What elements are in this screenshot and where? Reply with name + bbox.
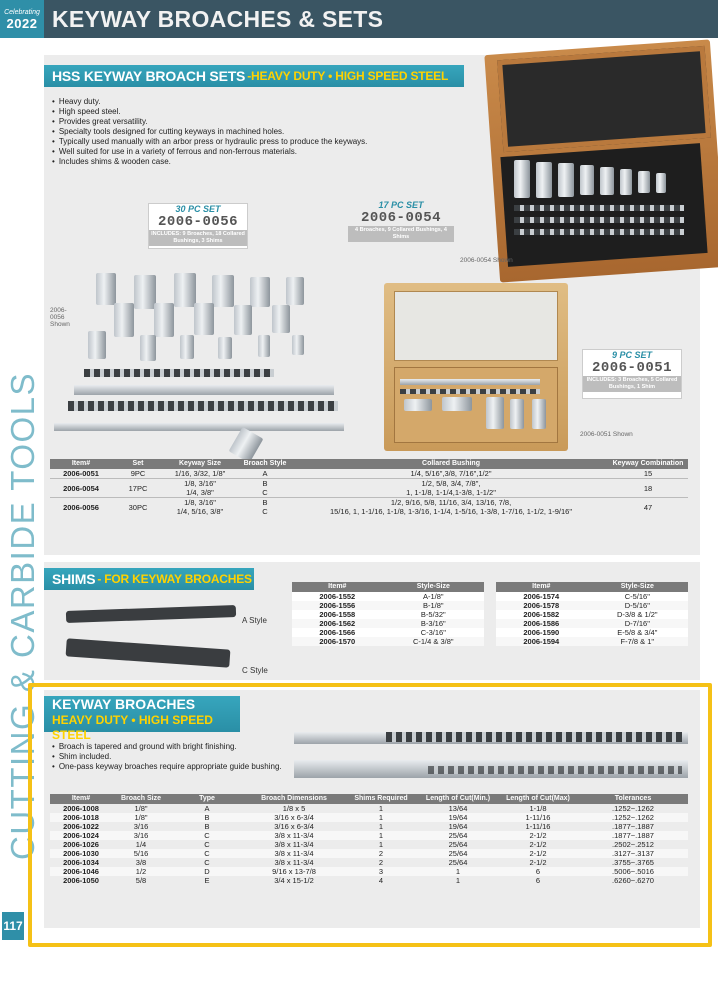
table-row bbox=[496, 601, 688, 610]
cell-style-size: B-3/16" bbox=[383, 619, 484, 628]
bullet: • Provides great versatility. bbox=[52, 117, 452, 127]
col-item: Item# bbox=[50, 794, 112, 804]
highlight-box bbox=[28, 683, 712, 947]
bullet: • Includes shims & wooden case. bbox=[52, 157, 452, 167]
hss-sets-title bbox=[44, 65, 464, 87]
cell-style-size: D-5/16" bbox=[587, 601, 688, 610]
cell-keyway-size: 1/8, 3/16" bbox=[164, 479, 236, 489]
set-card-pc: 30 PC SET bbox=[175, 204, 221, 214]
hss-sets-title-text: HSS KEYWAY BROACH SETS bbox=[52, 68, 246, 84]
cell-size: 5/16 bbox=[112, 849, 170, 858]
table-row bbox=[496, 610, 688, 619]
badge-line1: Celebrating bbox=[4, 8, 40, 16]
cell-collared-bushing: 1, 1-1/8, 1-1/4,1-3/8, 1-1/2" bbox=[406, 488, 496, 497]
cell-dimensions: 3/8 x 11-3/4 bbox=[274, 840, 314, 849]
caption-0051: 2006-0051 Shown bbox=[580, 431, 633, 438]
cell-max: 6 bbox=[535, 876, 541, 885]
set-card-number: 2006-0054 bbox=[360, 210, 442, 226]
cell-min: 25/64 bbox=[418, 849, 498, 858]
cell-max: 1-11/16 bbox=[525, 822, 551, 831]
vertical-category-text: CUTTING & CARBIDE TOOLS bbox=[4, 371, 41, 860]
col-item: Item# bbox=[50, 459, 112, 469]
col-keyway-combination: Keyway Combination bbox=[608, 459, 688, 469]
shims-table-right bbox=[496, 582, 688, 646]
cell-dimensions: 3/16 x 6-3/4 bbox=[244, 813, 344, 822]
celebrating-badge bbox=[0, 0, 44, 38]
hss-sets-subtitle: -HEAVY DUTY • HIGH SPEED STEEL bbox=[247, 69, 449, 83]
col-set: Set bbox=[112, 459, 164, 469]
cell-min: 25/64 bbox=[448, 858, 468, 867]
cell-dimensions: 3/16 x 6-3/4 bbox=[274, 822, 314, 831]
table-row bbox=[292, 637, 484, 646]
cell-size: 3/16 bbox=[133, 822, 149, 831]
set-card-pc: 17 PC SET bbox=[378, 200, 424, 210]
cell-type: A bbox=[204, 804, 210, 813]
col-tolerances: Tolerances bbox=[578, 794, 688, 804]
cell-dimensions: 3/8 x 11-3/4 bbox=[274, 858, 314, 867]
cell-keyway-size: 1/8, 3/16" bbox=[164, 498, 236, 508]
shim-a-image bbox=[66, 605, 236, 623]
cell-keyway-size: 1/4, 5/16, 3/8" bbox=[176, 507, 224, 516]
cell-min: 25/64 bbox=[448, 840, 468, 849]
set-card-number: 2006-0056 bbox=[157, 214, 239, 230]
page-number: 117 bbox=[2, 912, 24, 940]
cell-shims: 1 bbox=[344, 831, 418, 840]
cell-min: 19/64 bbox=[448, 822, 468, 831]
hss-sets-bullets bbox=[52, 97, 452, 167]
table-row bbox=[292, 628, 484, 637]
cell-combination: 47 bbox=[608, 498, 688, 517]
cell-item: 2006-1582 bbox=[523, 610, 560, 619]
cell-max: 2-1/2 bbox=[498, 849, 578, 858]
cell-item: 2006-1570 bbox=[292, 637, 383, 646]
cell-type: C bbox=[204, 858, 210, 867]
cell-item: 2006-0056 bbox=[50, 498, 112, 517]
hss-sets-panel bbox=[44, 55, 700, 555]
bullet: • Broach is tapered and ground with bright finishing. bbox=[52, 742, 284, 752]
cell-item: 2006-1008 bbox=[63, 804, 99, 813]
cell-item: 2006-1594 bbox=[496, 637, 587, 646]
cell-size: 1/2 bbox=[112, 867, 170, 876]
cell-min: 25/64 bbox=[418, 831, 498, 840]
shim-c-label: C Style bbox=[242, 666, 268, 675]
shims-subtitle: - FOR KEYWAY BROACHES bbox=[97, 572, 252, 586]
broach-sets-table bbox=[50, 459, 688, 516]
cell-keyway-size: 1/4, 3/8" bbox=[186, 488, 214, 497]
badge-year: 2022 bbox=[6, 15, 38, 31]
cell-item: 2006-1030 bbox=[50, 849, 112, 858]
cell-collared-bushing: 1/2, 9/16, 5/8, 11/16, 3/4, 13/16, 7/8, bbox=[294, 498, 608, 508]
cell-size: 1/8" bbox=[134, 804, 148, 813]
col-length-max: Length of Cut(Max) bbox=[498, 794, 578, 804]
cell-shims: 2 bbox=[344, 849, 418, 858]
cell-collared-bushing: 15/16, 1, 1-1/16, 1-1/8, 1-3/16, 1-1/4, 1-5/16, 1-3/8, 1-7/16, 1-1/2, 1-9/16" bbox=[330, 507, 572, 516]
cell-dimensions: 9/16 x 13-7/8 bbox=[244, 867, 344, 876]
cell-set: 9PC bbox=[130, 469, 146, 478]
set-card-9pc bbox=[582, 349, 682, 399]
cell-item: 2006-1552 bbox=[319, 592, 356, 601]
cell-tolerance: .1252~.1262 bbox=[612, 804, 654, 813]
cell-broach-style: B bbox=[236, 479, 294, 489]
broaches-title: KEYWAY BROACHES bbox=[52, 696, 196, 712]
col-length-min: Length of Cut(Min.) bbox=[418, 794, 498, 804]
col-type: Type bbox=[170, 794, 244, 804]
cell-set: 30PC bbox=[112, 498, 164, 517]
set-card-includes: INCLUDES: 9 Broaches, 18 Collared Bushings, 3 Shims bbox=[149, 230, 247, 246]
bullet: • High speed steel. bbox=[52, 107, 452, 117]
bullet: • Well suited for use in a variety of ferrous and non-ferrous materials. bbox=[52, 147, 452, 157]
cell-size: 5/8 bbox=[135, 876, 147, 885]
cell-broach-style: C bbox=[262, 488, 268, 497]
cell-item: 2006-0051 bbox=[63, 469, 99, 478]
cell-size: 3/8 bbox=[135, 858, 147, 867]
table-row bbox=[496, 592, 688, 601]
cell-dimensions: 3/8 x 11-3/4 bbox=[244, 849, 344, 858]
table-row bbox=[50, 498, 688, 508]
cell-tolerance: .3755~.3765 bbox=[612, 858, 654, 867]
cell-item: 2006-1018 bbox=[50, 813, 112, 822]
cell-max: 2-1/2 bbox=[498, 831, 578, 840]
cell-type: E bbox=[204, 876, 210, 885]
cell-keyway-size: 1/16, 3/32, 1/8" bbox=[174, 469, 226, 478]
cell-item: 2006-1566 bbox=[319, 628, 356, 637]
cell-item: 2006-1562 bbox=[292, 619, 383, 628]
cell-style-size: C-5/16" bbox=[624, 592, 650, 601]
cell-style-size: D-3/8 & 1/2" bbox=[617, 610, 658, 619]
cell-collared-bushing: 1/4, 5/16",3/8, 7/16",1/2" bbox=[410, 469, 492, 478]
cell-type: B bbox=[170, 813, 244, 822]
bullet: • One-pass keyway broaches require appropriate guide bushing. bbox=[52, 762, 284, 772]
cell-collared-bushing: 1/2, 5/8, 3/4, 7/8", bbox=[294, 479, 608, 489]
set-card-30pc bbox=[148, 203, 248, 249]
cell-broach-style: C bbox=[262, 507, 268, 516]
col-broach-size: Broach Size bbox=[112, 794, 170, 804]
col-item: Item# bbox=[292, 582, 383, 592]
shims-title-text: SHIMS bbox=[52, 571, 96, 587]
cell-min: 13/64 bbox=[448, 804, 468, 813]
cell-combination: 18 bbox=[608, 479, 688, 498]
cell-item: 2006-1026 bbox=[63, 840, 99, 849]
table-row bbox=[292, 601, 484, 610]
cell-min: 1 bbox=[455, 876, 461, 885]
col-collared-bushing: Collared Bushing bbox=[294, 459, 608, 469]
table-row bbox=[292, 619, 484, 628]
cell-shims: 1 bbox=[378, 804, 384, 813]
cell-style-size: F-7/8 & 1" bbox=[587, 637, 688, 646]
caption-0054: 2006-0054 Shown bbox=[460, 257, 513, 264]
cell-item: 2006-1578 bbox=[496, 601, 587, 610]
set-card-pc: 9 PC SET bbox=[611, 350, 652, 360]
cell-tolerance: .6260~.6270 bbox=[612, 876, 654, 885]
cell-max: 1-1/8 bbox=[529, 804, 547, 813]
table-row bbox=[496, 628, 688, 637]
cell-shims: 1 bbox=[378, 822, 384, 831]
bullet: • Shim included. bbox=[52, 752, 284, 762]
cell-type: C bbox=[204, 840, 210, 849]
set-card-17pc bbox=[348, 200, 454, 244]
col-broach-style: Broach Style bbox=[236, 459, 294, 469]
cell-combination: 15 bbox=[643, 469, 653, 478]
col-item: Item# bbox=[496, 582, 587, 592]
cell-item: 2006-1558 bbox=[319, 610, 356, 619]
col-shims-required: Shims Required bbox=[344, 794, 418, 804]
shims-title bbox=[44, 568, 254, 590]
table-row bbox=[496, 619, 688, 628]
cell-tolerance: .1877~.1887 bbox=[578, 831, 688, 840]
col-broach-dimensions: Broach Dimensions bbox=[244, 794, 344, 804]
cell-shims: 1 bbox=[344, 813, 418, 822]
cell-style-size: A-1/8" bbox=[423, 592, 444, 601]
col-style-size: Style-Size bbox=[587, 582, 688, 592]
cell-shims: 2 bbox=[378, 858, 384, 867]
cell-item: 2006-1024 bbox=[50, 831, 112, 840]
cell-item: 2006-1046 bbox=[50, 867, 112, 876]
cell-max: 2-1/2 bbox=[529, 840, 547, 849]
cell-tolerance: .3127~.3137 bbox=[578, 849, 688, 858]
shims-panel bbox=[44, 562, 700, 680]
cell-dimensions: 1/8 x 5 bbox=[282, 804, 306, 813]
set-card-includes: 4 Broaches, 9 Collared Bushings, 4 Shims bbox=[348, 226, 454, 242]
broaches-subtitle: HEAVY DUTY • HIGH SPEED STEEL bbox=[52, 713, 213, 742]
bullet: • Specialty tools designed for cutting keyways in machined holes. bbox=[52, 127, 452, 137]
cell-item: 2006-1022 bbox=[63, 822, 99, 831]
set-card-number: 2006-0051 bbox=[591, 360, 673, 376]
col-keyway-size: Keyway Size bbox=[164, 459, 236, 469]
cell-dimensions: 3/4 x 15-1/2 bbox=[274, 876, 314, 885]
cell-max: 1-11/16 bbox=[498, 813, 578, 822]
cell-style-size: D-7/16" bbox=[587, 619, 688, 628]
cell-item: 2006-1050 bbox=[63, 876, 99, 885]
cell-type: C bbox=[170, 849, 244, 858]
cell-size: 1/4 bbox=[135, 840, 147, 849]
caption-0056: 2006-0056 Shown bbox=[50, 307, 70, 328]
cell-item: 2006-1034 bbox=[63, 858, 99, 867]
page-header bbox=[0, 0, 718, 38]
cell-item: 2006-0054 bbox=[50, 479, 112, 498]
cell-shims: 4 bbox=[378, 876, 384, 885]
cell-style-size: B-5/32" bbox=[420, 610, 446, 619]
cell-size: 3/16 bbox=[112, 831, 170, 840]
col-style-size: Style-Size bbox=[383, 582, 484, 592]
set-card-includes: INCLUDES: 3 Broaches, 5 Collared Bushings, 1 Shim bbox=[583, 376, 681, 392]
cell-type: D bbox=[170, 867, 244, 876]
cell-item: 2006-1590 bbox=[523, 628, 560, 637]
cell-max: 6 bbox=[498, 867, 578, 876]
table-row bbox=[50, 479, 688, 489]
cell-set: 17PC bbox=[112, 479, 164, 498]
cell-min: 1 bbox=[418, 867, 498, 876]
cell-broach-style: B bbox=[236, 498, 294, 508]
cell-dimensions: 3/8 x 11-3/4 bbox=[244, 831, 344, 840]
cell-type: C bbox=[170, 831, 244, 840]
cell-min: 19/64 bbox=[418, 813, 498, 822]
shims-table-left bbox=[292, 582, 484, 646]
bullet: • Typically used manually with an arbor press or hydraulic press to produce the keyways. bbox=[52, 137, 452, 147]
table-row bbox=[50, 469, 688, 479]
cell-type: B bbox=[204, 822, 210, 831]
cell-tolerance: .5006~.5016 bbox=[578, 867, 688, 876]
cell-tolerance: .1252~.1262 bbox=[578, 813, 688, 822]
cell-style-size: C-3/16" bbox=[420, 628, 446, 637]
cell-shims: 3 bbox=[344, 867, 418, 876]
cell-size: 1/8" bbox=[112, 813, 170, 822]
cell-max: 2-1/2 bbox=[529, 858, 547, 867]
cell-tolerance: .2502~.2512 bbox=[612, 840, 654, 849]
cell-style-size: E-5/8 & 3/4" bbox=[617, 628, 658, 637]
table-row bbox=[292, 592, 484, 601]
bullet: • Heavy duty. bbox=[52, 97, 452, 107]
page-title: KEYWAY BROACHES & SETS bbox=[52, 5, 384, 32]
cell-item: 2006-1574 bbox=[523, 592, 560, 601]
cell-shims: 1 bbox=[378, 840, 384, 849]
cell-style-size: B-1/8" bbox=[383, 601, 484, 610]
shim-a-label: A Style bbox=[242, 616, 267, 625]
table-row bbox=[292, 610, 484, 619]
cell-item: 2006-1556 bbox=[292, 601, 383, 610]
table-row bbox=[496, 637, 688, 646]
shim-c-image bbox=[66, 638, 231, 667]
cell-item: 2006-1586 bbox=[496, 619, 587, 628]
cell-tolerance: .1877~.1887 bbox=[612, 822, 654, 831]
cell-broach-style: A bbox=[262, 469, 268, 478]
cell-style-size: C-1/4 & 3/8" bbox=[383, 637, 484, 646]
